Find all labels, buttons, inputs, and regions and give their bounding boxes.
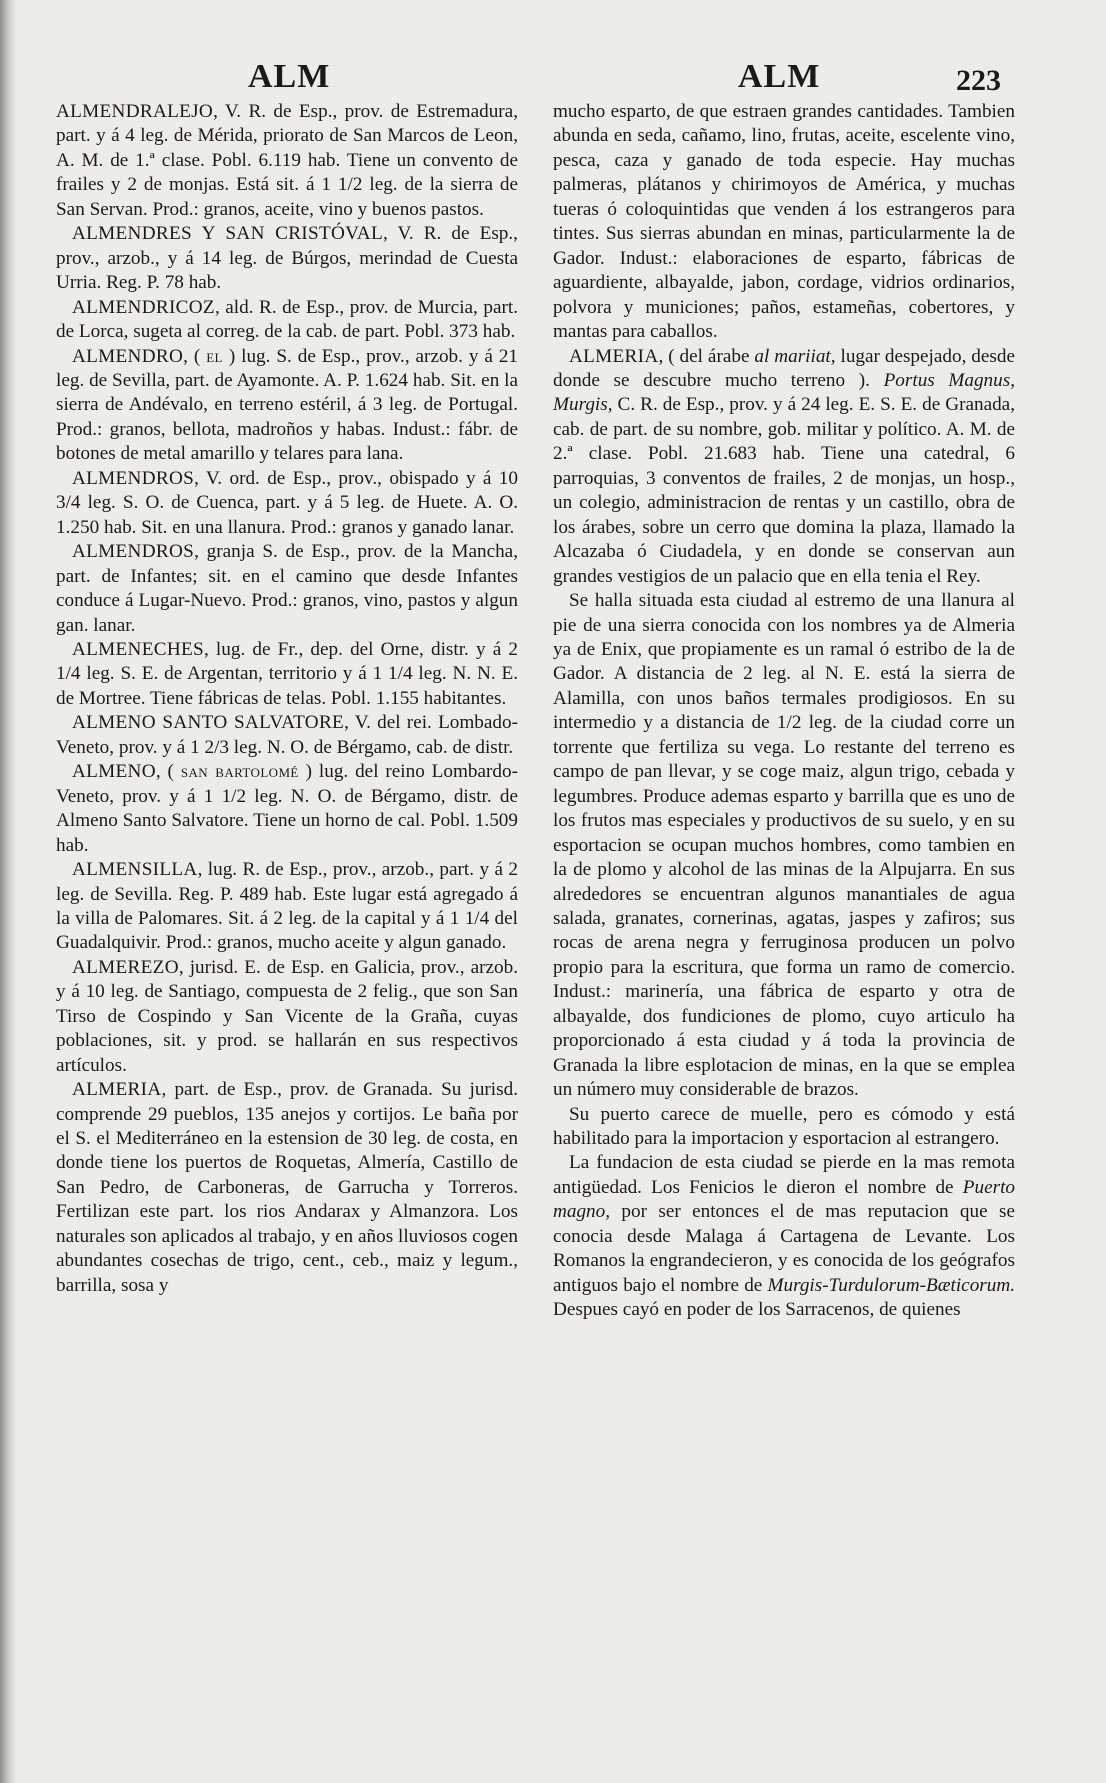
left-column [56, 100, 518, 1298]
entry-headword: ALMENDROS [72, 541, 195, 563]
entry-body: C. R. de Esp., prov. y á 24 leg. E. S. E. de Granada, cab. de part. de su nombre, gob. militar y político. A. M. de 2.ª clase. Pobl. 21.683 hab. Tiene una catedral, 6 parroquias, 3 conventos de frailes, 2 de monjas, un hosp., un colegio, administracion de rentas y un castillo, obra de los árabes, sobre un cerro que domina la plaza, llamado la Alcazaba ó Ciudadela, y en donde se conservan aun grandes vestigios de un palacio que en ella tenia el Rey. [553, 394, 1015, 587]
running-head-left: ALM [248, 58, 331, 95]
entry-headword: ALMENO [72, 761, 156, 783]
entry-headword: ALMEREZO [72, 956, 179, 978]
page-binding-shadow [0, 0, 16, 1783]
continuation-paragraph: mucho esparto, de que estraen grandes cantidades. Tambien abunda en seda, cañamo, lino, frutas, aceite, escelente vino, pesca, caza y ganado de toda especie. Hay muchas palmeras, plátanos y chirimoyos de América, y muchas tueras ó coloquintidas que venden á los estrangeros para tintes. Sus sierras abundan en minas, particularmente la de Gador. Indust.: elaboraciones de esparto, fábricas de aguardiente, albayalde, jabon, cordage, vidrios ordinarios, polvora y municiones; paños, estameñas, cobertores, y mantas para caballos. [553, 101, 1015, 343]
entry-article: san bartolomé [180, 761, 299, 783]
paragraph-text: Despues cayó en poder de los Sarracenos, de quienes [553, 1299, 961, 1321]
entry-headword: ALMERIA [569, 345, 659, 367]
paragraph-text: La fundacion de esta ciudad se pierde en la mas remota antigüedad. Los Fenicios le dieron el nombre de [553, 1152, 1015, 1198]
paragraph-text: por ser entonces el de mas reputacion que se conocia desde Malaga á Cartagena de Levante. Los Romanos la engrandecieron, y es conocida de los geógrafos antiguos bajo el nombre de [553, 1201, 1015, 1296]
entry-almeneches [56, 638, 518, 711]
paragraph-port [553, 1103, 1015, 1152]
entry-body: , ( del árabe [658, 345, 755, 367]
running-head-right: ALM [738, 58, 821, 95]
italic-term: Murgis-Turdulorum-Bæticorum. [767, 1274, 1015, 1296]
entry-headword: ALMENO SANTO SALVATORE [72, 712, 345, 734]
entry-body: , granja S. de Esp., prov. de la Mancha, part. de Infantes; sit. en el camino que desde Infantes conduce á Lugar-Nuevo. Prod.: granos, vino, pastos y algun gan. lanar. [56, 541, 518, 636]
entry-headword: ALMENDRES Y SAN CRISTÓVAL [72, 223, 383, 245]
paragraph-text: Se halla situada esta ciudad al estremo de una llanura al pie de una sierra conocida con los nombres ya de Almeria ya de Enix, que propiamente es un ramal ó estribo de la de Gador. A distancia de 2 leg. al N. E. está la sierra de Alamilla, con unos baños termales prodigiosos. En su intermedio y a distancia de 1/2 leg. de la ciudad corre un torrente que fertiliza su vega. Lo restante del terreno es campo de pan llevar, y se coge maiz, algun trigo, cebada y legumbres. Produce ademas esparto y barrilla que es uno de los frutos mas especiales y productivos de su suelo, y en su esportacion se ocupan muchos hombres, como tambien en la de plomo y alcohol de las minas de la Alpujarra. En sus alrededores se encuentran algunos manantiales de agua salada, granates, cornerinas, agatas, jaspes y zafiros; sus rocas de arena negra y ferruginosa producen un polvo propio para la escritura, que forma un ramo de comercio. Indust.: marinería, una fábrica de esparto y otra de albayalde, dos fundiciones de plomo, cuyo articulo ha proporcionado á esta ciudad y á toda la provincia de Granada la libre esplotacion de minas, en la que se emplea un número muy considerable de brazos. [553, 590, 1015, 1101]
entry-body: , ald. R. de Esp., prov. de Murcia, part. de Lorca, sugeta al correg. de la cab. de part. Pobl. 373 hab. [56, 296, 518, 343]
entry-body: , part. de Esp., prov. de Granada. Su jurisd. comprende 29 pueblos, 135 anejos y cortijos. Le baña por el S. el Mediterráneo en la estension de 30 leg. de costa, en donde tiene los puertos de Roquetas, Almería, Castillo de San Pedro, de Carboneras, de Garrucha y Torreros. Fertilizan este part. los rios Andarax y Almanzora. Los naturales son aplicados al trabajo, y en años lluviosos cogen abundantes cosechas de trigo, cent., ceb., maiz y legum., barrilla, sosa y [56, 1079, 518, 1296]
paragraph-situation [553, 589, 1015, 1103]
entry-almendros-villa [56, 467, 518, 540]
entry-body: ) lug. S. de Esp., prov., arzob. y á 21 leg. de Sevilla, part. de Ayamonte. A. P. 1.624 hab. Sit. en la sierra de Andévalo, en terreno estéril, á 3 leg. de Portugal. Prod.: granos, bellota, madroños y habas. Indust.: fábr. de botones de metal amarillo y telares para lana. [56, 345, 519, 465]
entry-body: ) lug. del reino Lombardo-Veneto, prov. y á 1 1/2 leg. N. O. de Bérgamo, distr. de Almeno Santo Salvatore. Tiene un horno de cal. Pobl. 1.509 hab. [56, 761, 519, 856]
entry-headword: ALMENDROS [72, 467, 195, 489]
entry-body: , V. del rei. Lombado-Veneto, prov. y á 1 2/3 leg. N. O. de Bérgamo, cab. de distr. [56, 712, 518, 758]
entry-body: , V. ord. de Esp., prov., obispado y á 10 3/4 leg. S. O. de Cuenca, part. y á 5 leg. de Huete. A. O. 1.250 hab. Sit. en una llanura. Prod.: granos y ganado lanar. [56, 467, 518, 538]
entry-almensilla [56, 858, 518, 956]
entry-almendres [56, 222, 518, 295]
entry-almerezo [56, 956, 518, 1078]
entry-almendro: ALMENDRO, ( el ) lug. S. de Esp., prov., arzob. y á 21 leg. de Sevilla, part. de Ayamonte. A. P. 1.624 hab. Sit. en la sierra de Andévalo, en terreno estéril, á 3 leg. de Portugal. Prod.: granos, bellota, madroños y habas. Indust.: fábr. de botones de metal amarillo y telares para lana. [56, 345, 519, 465]
entry-headword: ALMENDRICOZ [72, 296, 215, 318]
entry-headword: ALMERIA [72, 1079, 162, 1101]
entry-almendralejo [56, 100, 518, 222]
entry-body: , lug. R. de Esp., prov., arzob., part. y á 2 leg. de Sevilla. Reg. P. 489 hab. Este lugar está agregado á la villa de Palomares. Sit. á 2 leg. de la capital y á 1 1/4 del Guadalquivir. Prod.: granos, mucho aceite y algun ganado. [56, 859, 518, 954]
entry-body: , V. R. de Esp., prov. de Estremadura, part. y á 4 leg. de Mérida, priorato de San Marcos de Leon, A. M. de 1.ª clase. Pobl. 6.119 hab. Tiene un convento de frailes y 2 de monjas. Está sit. á 1 1/2 leg. de la sierra de San Servan. Prod.: granos, aceite, vino y buenos pastos. [56, 101, 518, 220]
entry-almendricoz [56, 296, 518, 345]
paragraph-history [553, 1151, 1015, 1322]
entry-almeria-partido [56, 1078, 518, 1298]
entry-almeria-ciudad [553, 345, 1015, 590]
entry-body: , lug. de Fr., dep. del Orne, distr. y á 2 1/4 leg. S. E. de Argentan, territorio y á 1 1/4 leg. N. N. E. de Mortree. Tiene fábricas de telas. Pobl. 1.155 habitantes. [56, 638, 518, 709]
entry-body: , jurisd. E. de Esp. en Galicia, prov., arzob. y á 10 leg. de Santiago, compuesta de 2 felig., que son San Tirso de Cospindo y San Vicente de la Graña, cuyas poblaciones, sit. y prod. se hallarán en sus respectivos artículos. [56, 956, 518, 1076]
italic-term: al mariiat, [754, 345, 836, 367]
entry-body: , V. R. de Esp., prov., arzob., y á 14 leg. de Búrgos, merindad de Cuesta Urria. Reg. P. 78 hab. [56, 223, 518, 294]
entry-article: el [206, 345, 223, 367]
entry-almendros-granja [56, 540, 518, 638]
right-column [553, 100, 1015, 1323]
italic-term: Portus Magnus, Murgis, [553, 369, 1016, 416]
entry-headword: ALMENECHES [72, 638, 204, 660]
entry-almeno-santo-salvatore [56, 711, 518, 760]
entry-headword: ALMENSILLA [72, 859, 198, 881]
entry-body: lugar despejado, desde donde se descubre mucho terreno ). [553, 345, 1015, 391]
page-number: 223 [956, 64, 1001, 97]
italic-term: Puerto magno, [553, 1176, 1015, 1223]
paragraph-text: Su puerto carece de muelle, pero es cómodo y está habilitado para la importacion y esportacion al estrangero. [553, 1103, 1015, 1150]
entry-almeno-san-bartolome: ALMENO, ( san bartolomé ) lug. del reino Lombardo-Veneto, prov. y á 1 1/2 leg. N. O. de Bérgamo, distr. de Almeno Santo Salvatore. Tiene un horno de cal. Pobl. 1.509 hab. [56, 761, 519, 856]
entry-headword: ALMENDRO [72, 345, 184, 367]
entry-headword: ALMENDRALEJO [56, 101, 214, 122]
